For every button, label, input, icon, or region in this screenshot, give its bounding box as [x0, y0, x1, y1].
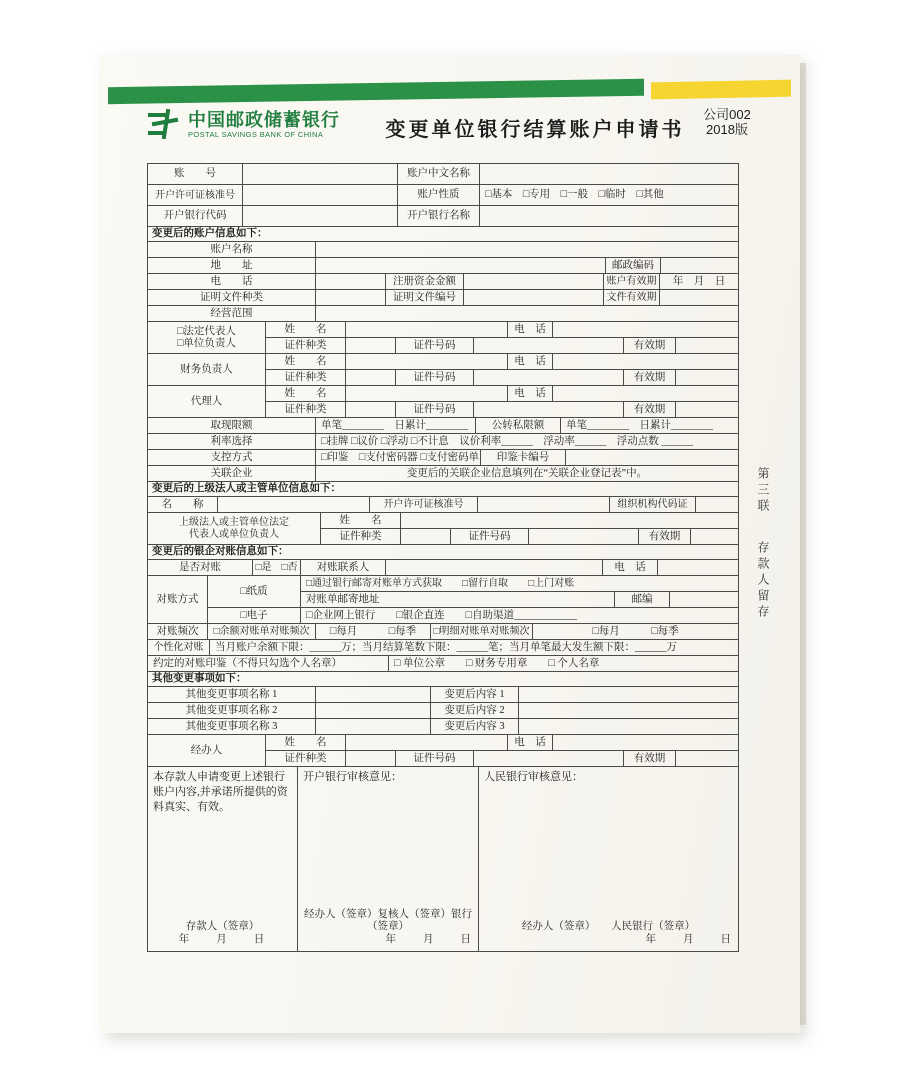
id-type-label: 证件种类: [321, 529, 401, 545]
account-name-value: [316, 242, 739, 258]
account-valid-label: 账户有效期: [604, 274, 660, 290]
reconcile-mode-label: 对账方式: [148, 576, 208, 624]
depositor-declaration-cell: [148, 767, 298, 952]
unit-head-option: □单位负责人: [177, 337, 236, 349]
account-valid-value: 年 月 日: [660, 274, 739, 290]
section-reconcile-after: 变更后的银企对账信息如下：: [148, 545, 739, 560]
related-enterprise-note: 变更后的关联企业信息填列在“关联企业登记表”中。: [316, 466, 739, 482]
valid-period-value: [676, 370, 739, 386]
bank-name-en: POSTAL SAVINGS BANK OF CHINA: [188, 129, 324, 139]
superior-rep-line2: 代表人或单位负责人: [189, 528, 279, 540]
superior-rep-label: [148, 513, 321, 545]
account-number-value: [243, 164, 398, 185]
pboc-signature-labels: 经办人（签章） 人民银行（签章）: [521, 920, 696, 932]
personalized-label: 个性化对账: [148, 640, 210, 656]
name-label: 姓 名: [321, 513, 401, 529]
balance-freq-period-options: □每月 □每季: [316, 624, 431, 640]
id-type-value: [346, 370, 396, 386]
changed-content-2-label: 变更后内容 2: [431, 703, 519, 719]
bank-signature-labels: 经办人（签章）复核人（签章）银行（签章）: [304, 909, 472, 932]
bank-name-label: 开户银行名称: [398, 206, 480, 227]
paper-mode-suboptions: □通过银行邮寄对账单方式获取 □留行自取 □上门对账: [301, 576, 739, 592]
cash-limit-values: 单笔________ 日累计________: [316, 418, 476, 434]
balance-freq-option: □余额对账单对账频次: [208, 624, 316, 640]
name-label: 姓 名: [266, 322, 346, 338]
valid-period-label: 有效期: [624, 751, 676, 767]
pboc-review-label: 人民银行审核意见：: [484, 771, 583, 783]
other-change-name-1-value: [316, 687, 431, 703]
bank-name-value: [480, 206, 739, 227]
superior-name-value: [218, 497, 370, 513]
id-type-label: 证件种类: [266, 370, 346, 386]
superior-permit-no-label: 开户许可证核准号: [370, 497, 478, 513]
copy-number: 第三联: [756, 467, 770, 515]
related-enterprise-label: 关联企业: [148, 466, 316, 482]
id-no-value: [474, 751, 624, 767]
finance-head-label: 财务负责人: [148, 354, 266, 386]
valid-period-value: [691, 529, 739, 545]
section-account-after: 变更后的账户信息如下：: [148, 227, 739, 242]
agreed-seal-label: 约定的对账印鉴（不得只勾选个人名章）: [148, 656, 389, 672]
psbc-emblem-icon: [146, 107, 182, 141]
seal-card-no-value: [566, 450, 739, 466]
name-value: [346, 354, 508, 370]
form-edition: [682, 107, 772, 137]
name-value: [346, 322, 508, 338]
id-type-value: [346, 338, 396, 354]
id-type-value: [346, 402, 396, 418]
other-change-name-3-value: [316, 719, 431, 735]
org-code-value: [696, 497, 739, 513]
phone-label: 电 话: [508, 386, 553, 402]
valid-period-value: [676, 338, 739, 354]
bank-review-label: 开户银行审核意见：: [303, 771, 402, 783]
changed-content-1-label: 变更后内容 1: [431, 687, 519, 703]
seal-card-no-label: 印鉴卡编号: [481, 450, 566, 466]
cert-doc-no-value: [464, 290, 604, 306]
reconcile-contact-value: [386, 560, 603, 576]
id-no-label: 证件号码: [396, 402, 474, 418]
cert-doc-no-label: 证明文件编号: [386, 290, 464, 306]
bank-code-label: 开户银行代码: [148, 206, 243, 227]
scanned-form-page: [100, 55, 800, 1033]
id-no-label: 证件号码: [396, 338, 474, 354]
name-label: 姓 名: [266, 735, 346, 751]
reg-capital-label: 注册资金金额: [386, 274, 464, 290]
phone-value: [553, 386, 739, 402]
postal-code-label: 邮政编码: [606, 258, 661, 274]
form-title: 变更单位银行结算账户申请书: [385, 119, 685, 141]
depositor-date-line: 年 月 日: [178, 934, 267, 946]
id-no-value: [474, 338, 624, 354]
id-type-label: 证件种类: [266, 402, 346, 418]
valid-period-value: [676, 402, 739, 418]
valid-period-value: [676, 751, 739, 767]
other-change-name-2-value: [316, 703, 431, 719]
changed-content-3-value: [519, 719, 739, 735]
valid-period-label: 有效期: [624, 402, 676, 418]
postal-code-value: [661, 258, 739, 274]
pboc-review-cell: [479, 767, 739, 952]
phone-value: [553, 354, 739, 370]
copy-holder: 存款人留存: [756, 541, 770, 621]
detail-freq-period-options: □每月 □每季: [533, 624, 739, 640]
handler-label: 经办人: [148, 735, 266, 767]
is-reconcile-label: 是否对账: [148, 560, 253, 576]
name-value: [401, 513, 739, 529]
address-value: [316, 258, 606, 274]
bank-logo: [146, 107, 340, 141]
bank-name-cn: 中国邮政储蓄银行: [188, 109, 340, 130]
green-brand-stripe: [108, 79, 644, 104]
mail-postcode-value: [670, 592, 739, 608]
reg-capital-value: [464, 274, 604, 290]
phone-value: [316, 274, 386, 290]
account-cn-name-label: 账户中文名称: [398, 164, 480, 185]
id-no-label: 证件号码: [451, 529, 529, 545]
section-superior-after: 变更后的上级法人或主管单位信息如下：: [148, 482, 739, 497]
bank-date-line: 年 月 日: [385, 934, 473, 946]
mail-postcode-label: 邮编: [615, 592, 670, 608]
account-name-label: 账户名称: [148, 242, 316, 258]
changed-content-2-value: [519, 703, 739, 719]
name-value: [346, 735, 508, 751]
id-type-label: 证件种类: [266, 751, 346, 767]
id-no-value: [474, 402, 624, 418]
org-code-label: 组织机构代码证: [610, 497, 696, 513]
is-reconcile-options: □是 □否: [253, 560, 301, 576]
bank-code-value: [243, 206, 398, 227]
id-no-value: [474, 370, 624, 386]
rate-select-label: 利率选择: [148, 434, 316, 450]
doc-valid-label: 文件有效期: [604, 290, 660, 306]
changed-content-3-label: 变更后内容 3: [431, 719, 519, 735]
electronic-mode-suboptions: □企业网上银行 □银企直连 □自助渠道____________: [301, 608, 739, 624]
account-nature-options: □基本 □专用 □一般 □临时 □其他: [480, 185, 739, 206]
phone-value: [553, 322, 739, 338]
phone-label: 电 话: [508, 354, 553, 370]
depositor-signature-label: 存款人（签章）: [185, 920, 260, 932]
cert-doc-type-value: [316, 290, 386, 306]
section-other-changes: 其他变更事项如下：: [148, 672, 739, 687]
phone-value: [658, 560, 739, 576]
cash-limit-label: 取现限额: [148, 418, 316, 434]
electronic-mode-option: □电子: [208, 608, 301, 624]
id-type-value: [401, 529, 451, 545]
account-nature-label: 账户性质: [398, 185, 480, 206]
form-version: 2018版: [706, 122, 748, 137]
name-label: 姓 名: [266, 386, 346, 402]
superior-name-label: 名 称: [148, 497, 218, 513]
cert-doc-type-label: 证明文件种类: [148, 290, 316, 306]
doc-valid-value: [660, 290, 739, 306]
phone-label: 电 话: [603, 560, 658, 576]
phone-label: 电 话: [148, 274, 316, 290]
detail-freq-option: □明细对账单对账频次: [431, 624, 533, 640]
bank-review-cell: [298, 767, 479, 952]
other-change-name-1-label: 其他变更事项名称 1: [148, 687, 316, 703]
legal-rep-checkbox-cell: [148, 322, 266, 354]
copy-designation-label: [755, 467, 772, 621]
public-private-limit-values: 单笔________ 日累计________: [561, 418, 739, 434]
agent-label: 代理人: [148, 386, 266, 418]
account-number-label: 账 号: [148, 164, 243, 185]
phone-label: 电 话: [508, 322, 553, 338]
application-form-table: [147, 163, 739, 952]
depositor-declaration: 本存款人申请变更上述银行账户内容,并承诺所提供的资料真实、有效。: [153, 771, 288, 813]
superior-rep-line1: 上级法人或主管单位法定: [179, 516, 289, 528]
public-private-limit-label: 公转私限额: [476, 418, 561, 434]
id-type-value: [346, 751, 396, 767]
id-no-label: 证件号码: [396, 751, 474, 767]
paper-mode-option: □纸质: [208, 576, 301, 608]
reconcile-freq-label: 对账频次: [148, 624, 208, 640]
rate-select-options: □挂牌 □议价 □浮动 □不计息 议价利率______ 浮动率______ 浮动点数 ______: [316, 434, 739, 450]
form-code: 公司002: [703, 107, 751, 122]
yellow-brand-stripe: [651, 80, 791, 100]
other-change-name-2-label: 其他变更事项名称 2: [148, 703, 316, 719]
valid-period-label: 有效期: [624, 370, 676, 386]
changed-content-1-value: [519, 687, 739, 703]
mail-address-label: 对账单邮寄地址: [301, 592, 615, 608]
valid-period-label: 有效期: [639, 529, 691, 545]
other-change-name-3-label: 其他变更事项名称 3: [148, 719, 316, 735]
superior-permit-no-value: [478, 497, 610, 513]
phone-label: 电 话: [508, 735, 553, 751]
legal-rep-option: □法定代表人: [177, 325, 236, 337]
name-label: 姓 名: [266, 354, 346, 370]
valid-period-label: 有效期: [624, 338, 676, 354]
id-type-label: 证件种类: [266, 338, 346, 354]
name-value: [346, 386, 508, 402]
address-label: 地 址: [148, 258, 316, 274]
agreed-seal-options: □ 单位公章 □ 财务专用章 □ 个人名章: [389, 656, 739, 672]
phone-value: [553, 735, 739, 751]
pboc-date-line: 年 月 日: [645, 934, 733, 946]
reconcile-contact-label: 对账联系人: [301, 560, 386, 576]
id-no-value: [529, 529, 639, 545]
permit-no-value: [243, 185, 398, 206]
pay-control-options: □印鉴 □支付密码器 □支付密码单: [316, 450, 481, 466]
account-cn-name-value: [480, 164, 739, 185]
permit-no-label: 开户许可证核准号: [148, 185, 243, 206]
business-scope-value: [316, 306, 739, 322]
pay-control-label: 支控方式: [148, 450, 316, 466]
form-header: [100, 103, 800, 161]
personalized-thresholds: 当月账户余额下限：______万；当月结算笔数下限：______笔；当月单笔最大发生额下限：______万: [210, 640, 739, 656]
id-no-label: 证件号码: [396, 370, 474, 386]
business-scope-label: 经营范围: [148, 306, 316, 322]
